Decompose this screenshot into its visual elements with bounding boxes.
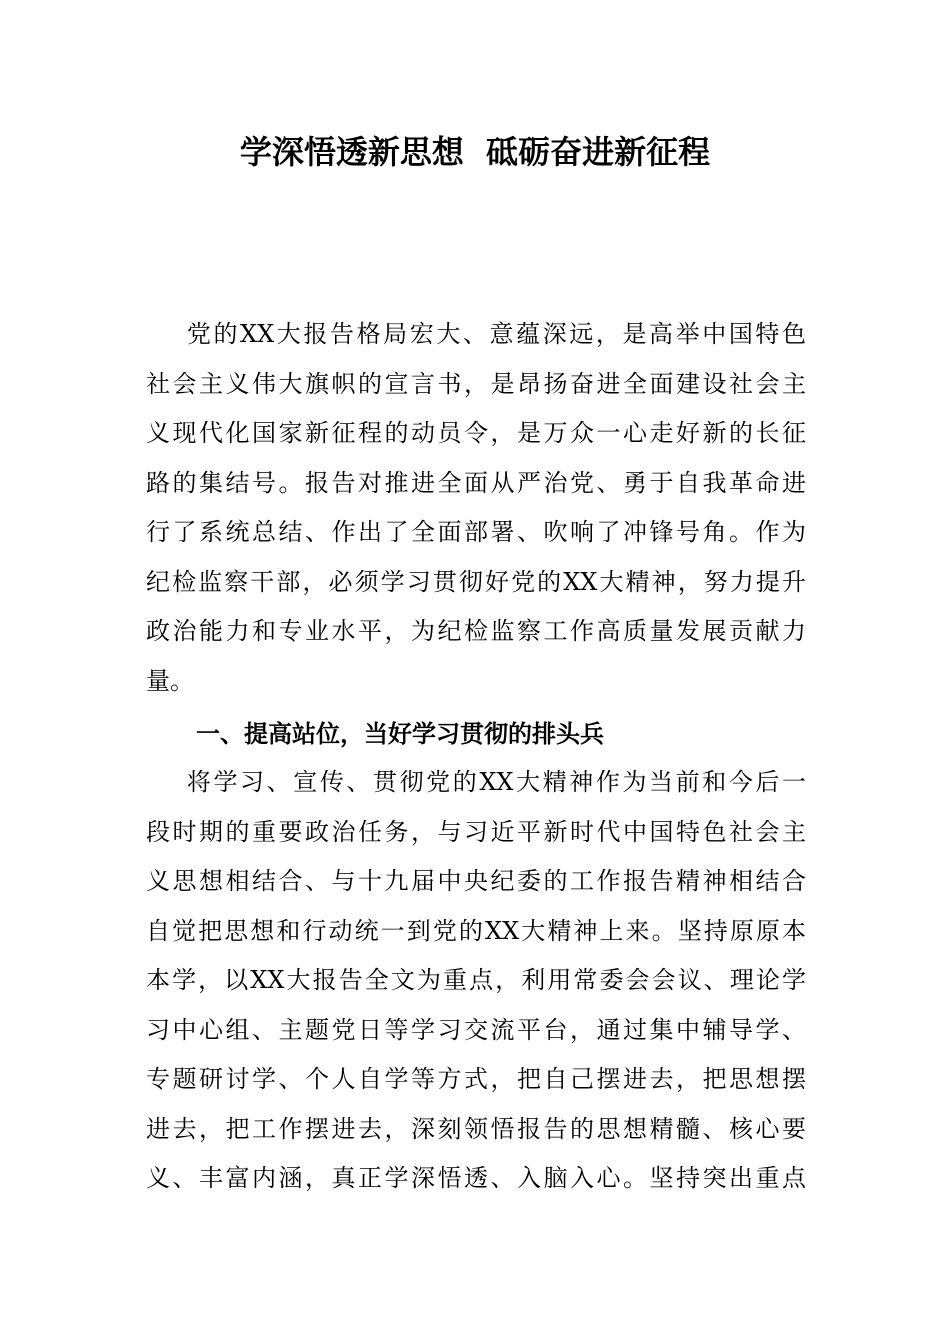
paragraph-line: 专题研讨学、个人自学等方式，把自己摆进去，把思想摆 bbox=[146, 1065, 806, 1093]
paragraph-line: 社会主义伟大旗帜的宣言书，是昂扬奋进全面建设社会主 bbox=[146, 369, 806, 398]
document-title: 学深悟透新思想 砥砺奋进新征程 bbox=[239, 133, 711, 171]
paragraph-line: 习中心组、主题党日等学习交流平台，通过集中辅导学、 bbox=[146, 1015, 806, 1044]
paragraph-line: 政治能力和专业水平，为纪检监察工作高质量发展贡献力 bbox=[146, 617, 806, 645]
paragraph-line: 义、丰富内涵，真正学深悟透、入脑入心。坚持突出重点 bbox=[146, 1164, 806, 1192]
paragraph-section-one bbox=[146, 758, 806, 1204]
paragraph-line: 义思想相结合、与十九届中央纪委的工作报告精神相结合 bbox=[146, 867, 806, 895]
section-heading: 一、提高站位，当好学习贯彻的排头兵 bbox=[196, 720, 604, 748]
paragraph-line: 将学习、宣传、贯彻党的XX大精神作为当前和今后一 bbox=[146, 768, 806, 796]
paragraph-line: 义现代化国家新征程的动员令，是万众一心走好新的长征 bbox=[146, 419, 806, 447]
paragraph-intro bbox=[146, 310, 806, 706]
paragraph-line: 段时期的重要政治任务，与习近平新时代中国特色社会主 bbox=[146, 817, 806, 846]
paragraph-line: 纪检监察干部，必须学习贯彻好党的XX大精神，努力提升 bbox=[146, 567, 806, 596]
paragraph-line: 进去，把工作摆进去，深刻领悟报告的思想精髓、核心要 bbox=[146, 1114, 806, 1143]
paragraph-line: 路的集结号。报告对推进全面从严治党、勇于自我革命进 bbox=[146, 468, 806, 497]
paragraph-line: 本学，以XX大报告全文为重点，利用常委会会议、理论学 bbox=[146, 966, 806, 994]
paragraph-line: 党的XX大报告格局宏大、意蕴深远，是高举中国特色 bbox=[146, 320, 806, 348]
paragraph-line: 行了系统总结、作出了全面部署、吹响了冲锋号角。作为 bbox=[146, 518, 806, 546]
paragraph-line: 自觉把思想和行动统一到党的XX大精神上来。坚持原原本 bbox=[146, 916, 806, 945]
paragraph-line: 量。 bbox=[146, 666, 194, 695]
